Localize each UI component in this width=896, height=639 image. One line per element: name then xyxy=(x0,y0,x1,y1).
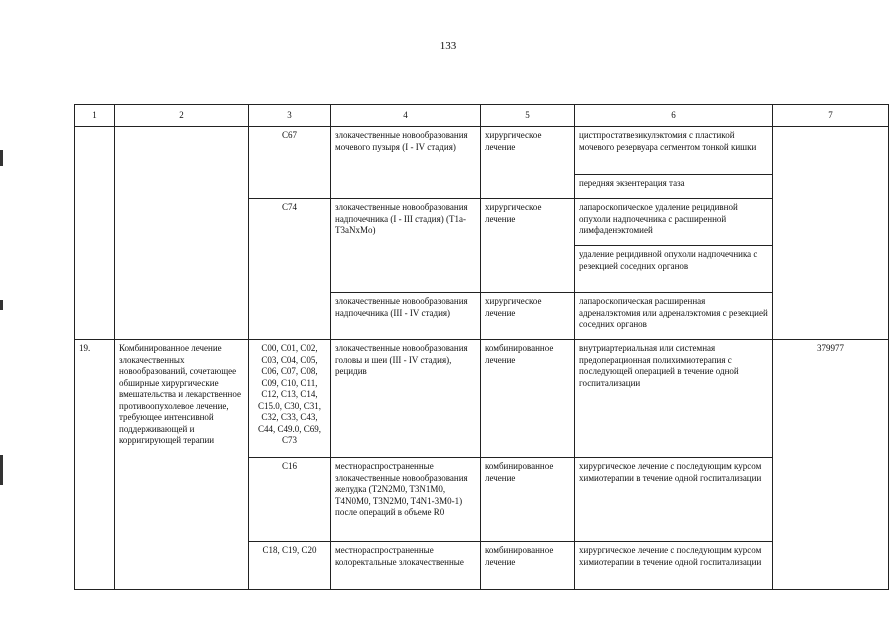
header-cell-2: 2 xyxy=(115,105,249,127)
table-row xyxy=(75,340,889,458)
treatment-type-cell: комбинированное лечение xyxy=(481,340,575,458)
treatment-type-cell: комбинированное лечение xyxy=(481,542,575,590)
scan-margin-mark xyxy=(0,150,3,166)
treatment-type-cell: хирургическое лечение xyxy=(481,293,575,340)
treatment-type-cell: комбинированное лечение xyxy=(481,458,575,542)
diagnosis-cell: местнораспространенные злокачественные новообразования желудка (T2N2M0, T3N1M0, T4N0M0, T3N2M0, T4N1-3M0-1) после операций в объеме R0 xyxy=(331,458,481,542)
page-number: 133 xyxy=(439,40,457,52)
method-cell: лапароскопическое удаление рецидивной опухоли надпочечника с расширенной лимфаденэктомией xyxy=(575,199,773,246)
price-cell: 379977 xyxy=(773,340,889,590)
method-cell: удаление рецидивной опухоли надпочечника с резекцией соседних органов xyxy=(575,246,773,293)
header-row xyxy=(75,105,889,127)
service-name-cell: Комбинированное лечение злокачественных новообразований, сочетающее обширные хирургические вмешательства и лекарственное противоопухолевое лечение, требующее интенсивной поддерживающей и корригирующей терапии xyxy=(115,340,249,590)
diagnosis-cell: злокачественные новообразования головы и шеи (III - IV стадия), рецидив xyxy=(331,340,481,458)
icd-code-cell: C18, C19, C20 xyxy=(249,542,331,590)
services-table xyxy=(74,104,889,590)
diagnosis-cell: злокачественные новообразования надпочечника (I - III стадия) (T1a-T3aNxMo) xyxy=(331,199,481,293)
header-cell-4: 4 xyxy=(331,105,481,127)
table-row xyxy=(75,127,889,175)
diagnosis-cell: местнораспространенные колоректальные злокачественные xyxy=(331,542,481,590)
treatment-type-cell: хирургическое лечение xyxy=(481,127,575,199)
header-cell-7: 7 xyxy=(773,105,889,127)
method-cell: передняя экзентерация таза xyxy=(575,175,773,199)
icd-code-cell: C00, C01, C02, C03, C04, C05, C06, C07, C08, C09, C10, C11, C12, C13, C14, C15.0, C30, C31, C32, C33, C43, C44, C49.0, C69, C73 xyxy=(249,340,331,458)
scan-margin-mark xyxy=(0,455,3,485)
method-cell: внутриартериальная или системная предоперационная полихимиотерапия с последующей операцией в течение одной госпитализации xyxy=(575,340,773,458)
icd-code-cell: C67 xyxy=(249,127,331,199)
treatment-type-cell: хирургическое лечение xyxy=(481,199,575,293)
service-name-cell xyxy=(115,127,249,340)
header-cell-3: 3 xyxy=(249,105,331,127)
icd-code-cell: C74 xyxy=(249,199,331,340)
header-cell-5: 5 xyxy=(481,105,575,127)
method-cell: хирургическое лечение с последующим курсом химиотерапии в течение одной госпитализации xyxy=(575,542,773,590)
diagnosis-cell: злокачественные новообразования надпочечника (III - IV стадия) xyxy=(331,293,481,340)
scan-margin-mark xyxy=(0,300,3,310)
number-cell xyxy=(75,127,115,340)
diagnosis-cell: злокачественные новообразования мочевого пузыря (I - IV стадия) xyxy=(331,127,481,199)
icd-code-cell: C16 xyxy=(249,458,331,542)
method-cell: хирургическое лечение с последующим курсом химиотерапии в течение одной госпитализации xyxy=(575,458,773,542)
method-cell: лапароскопическая расширенная адреналэктомия или адреналэктомия с резекцией соседних органов xyxy=(575,293,773,340)
method-cell: цистпростатвезикулэктомия с пластикой мочевого резервуара сегментом тонкой кишки xyxy=(575,127,773,175)
price-cell xyxy=(773,127,889,340)
number-cell: 19. xyxy=(75,340,115,590)
header-cell-1: 1 xyxy=(75,105,115,127)
header-cell-6: 6 xyxy=(575,105,773,127)
